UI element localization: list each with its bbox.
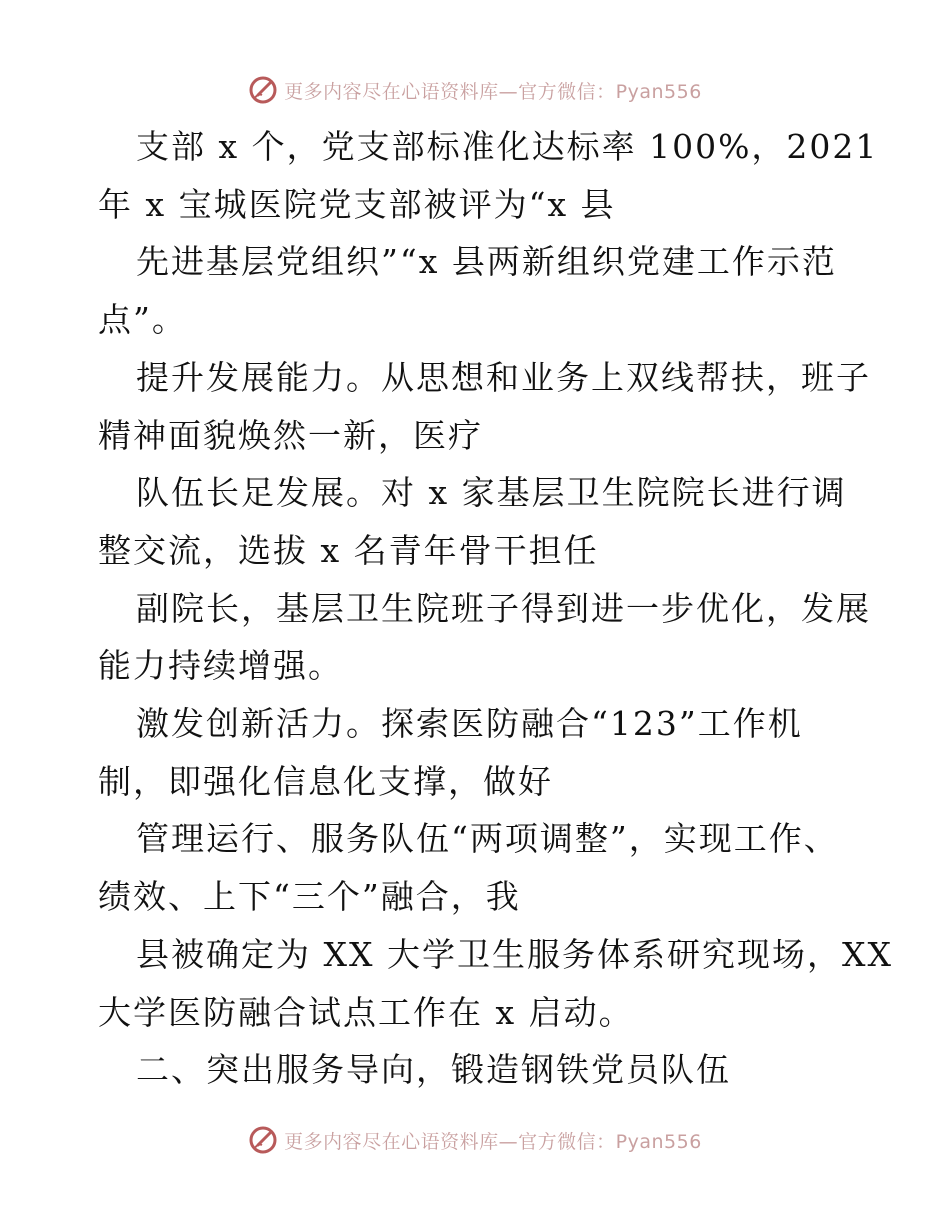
footer-watermark: [0, 1120, 950, 1160]
header-watermark: [0, 70, 950, 110]
watermark-text: 更多内容尽在心语资料库—官方微信：Pyan556: [284, 80, 702, 103]
paragraph-line: 整交流，选拔 x 名青年骨干担任: [98, 530, 599, 570]
logo-icon: [248, 1125, 278, 1155]
paragraph-line: 副院长，基层卫生院班子得到进一步优化，发展: [136, 588, 871, 628]
watermark-text: 更多内容尽在心语资料库—官方微信：Pyan556: [284, 1130, 702, 1153]
paragraph-line: 大学医防融合试点工作在 x 启动。: [98, 992, 634, 1032]
paragraph-line: 点”。: [98, 300, 187, 340]
paragraph-line: 管理运行、服务队伍“两项调整”，实现工作、: [136, 819, 839, 859]
paragraph-line: 先进基层党组织”“x 县两新组织党建工作示范: [136, 242, 837, 282]
paragraph-line: 提升发展能力。从思想和业务上双线帮扶，班子: [136, 357, 871, 397]
paragraph-line: 激发创新活力。探索医防融合“123”工作机: [136, 704, 803, 744]
paragraph-line: 支部 x 个，党支部标准化达标率 100%，2021: [136, 127, 879, 166]
paragraph-line: 绩效、上下“三个”融合，我: [98, 877, 521, 917]
section-heading: 二、突出服务导向，锻造钢铁党员队伍: [136, 1050, 731, 1090]
paragraph-line: 队伍长足发展。对 x 家基层卫生院院长进行调: [136, 473, 847, 513]
paragraph-line: 制，即强化信息化支撑，做好: [98, 761, 553, 801]
document-body: [98, 118, 893, 1099]
paragraph-line: 精神面貌焕然一新，医疗: [98, 415, 483, 455]
paragraph-line: 年 x 宝城医院党支部被评为“x 县: [98, 184, 616, 224]
paragraph-line: 县被确定为 XX 大学卫生服务体系研究现场，XX: [136, 934, 893, 974]
paragraph-line: 能力持续增强。: [98, 646, 343, 686]
logo-icon: [248, 75, 278, 105]
